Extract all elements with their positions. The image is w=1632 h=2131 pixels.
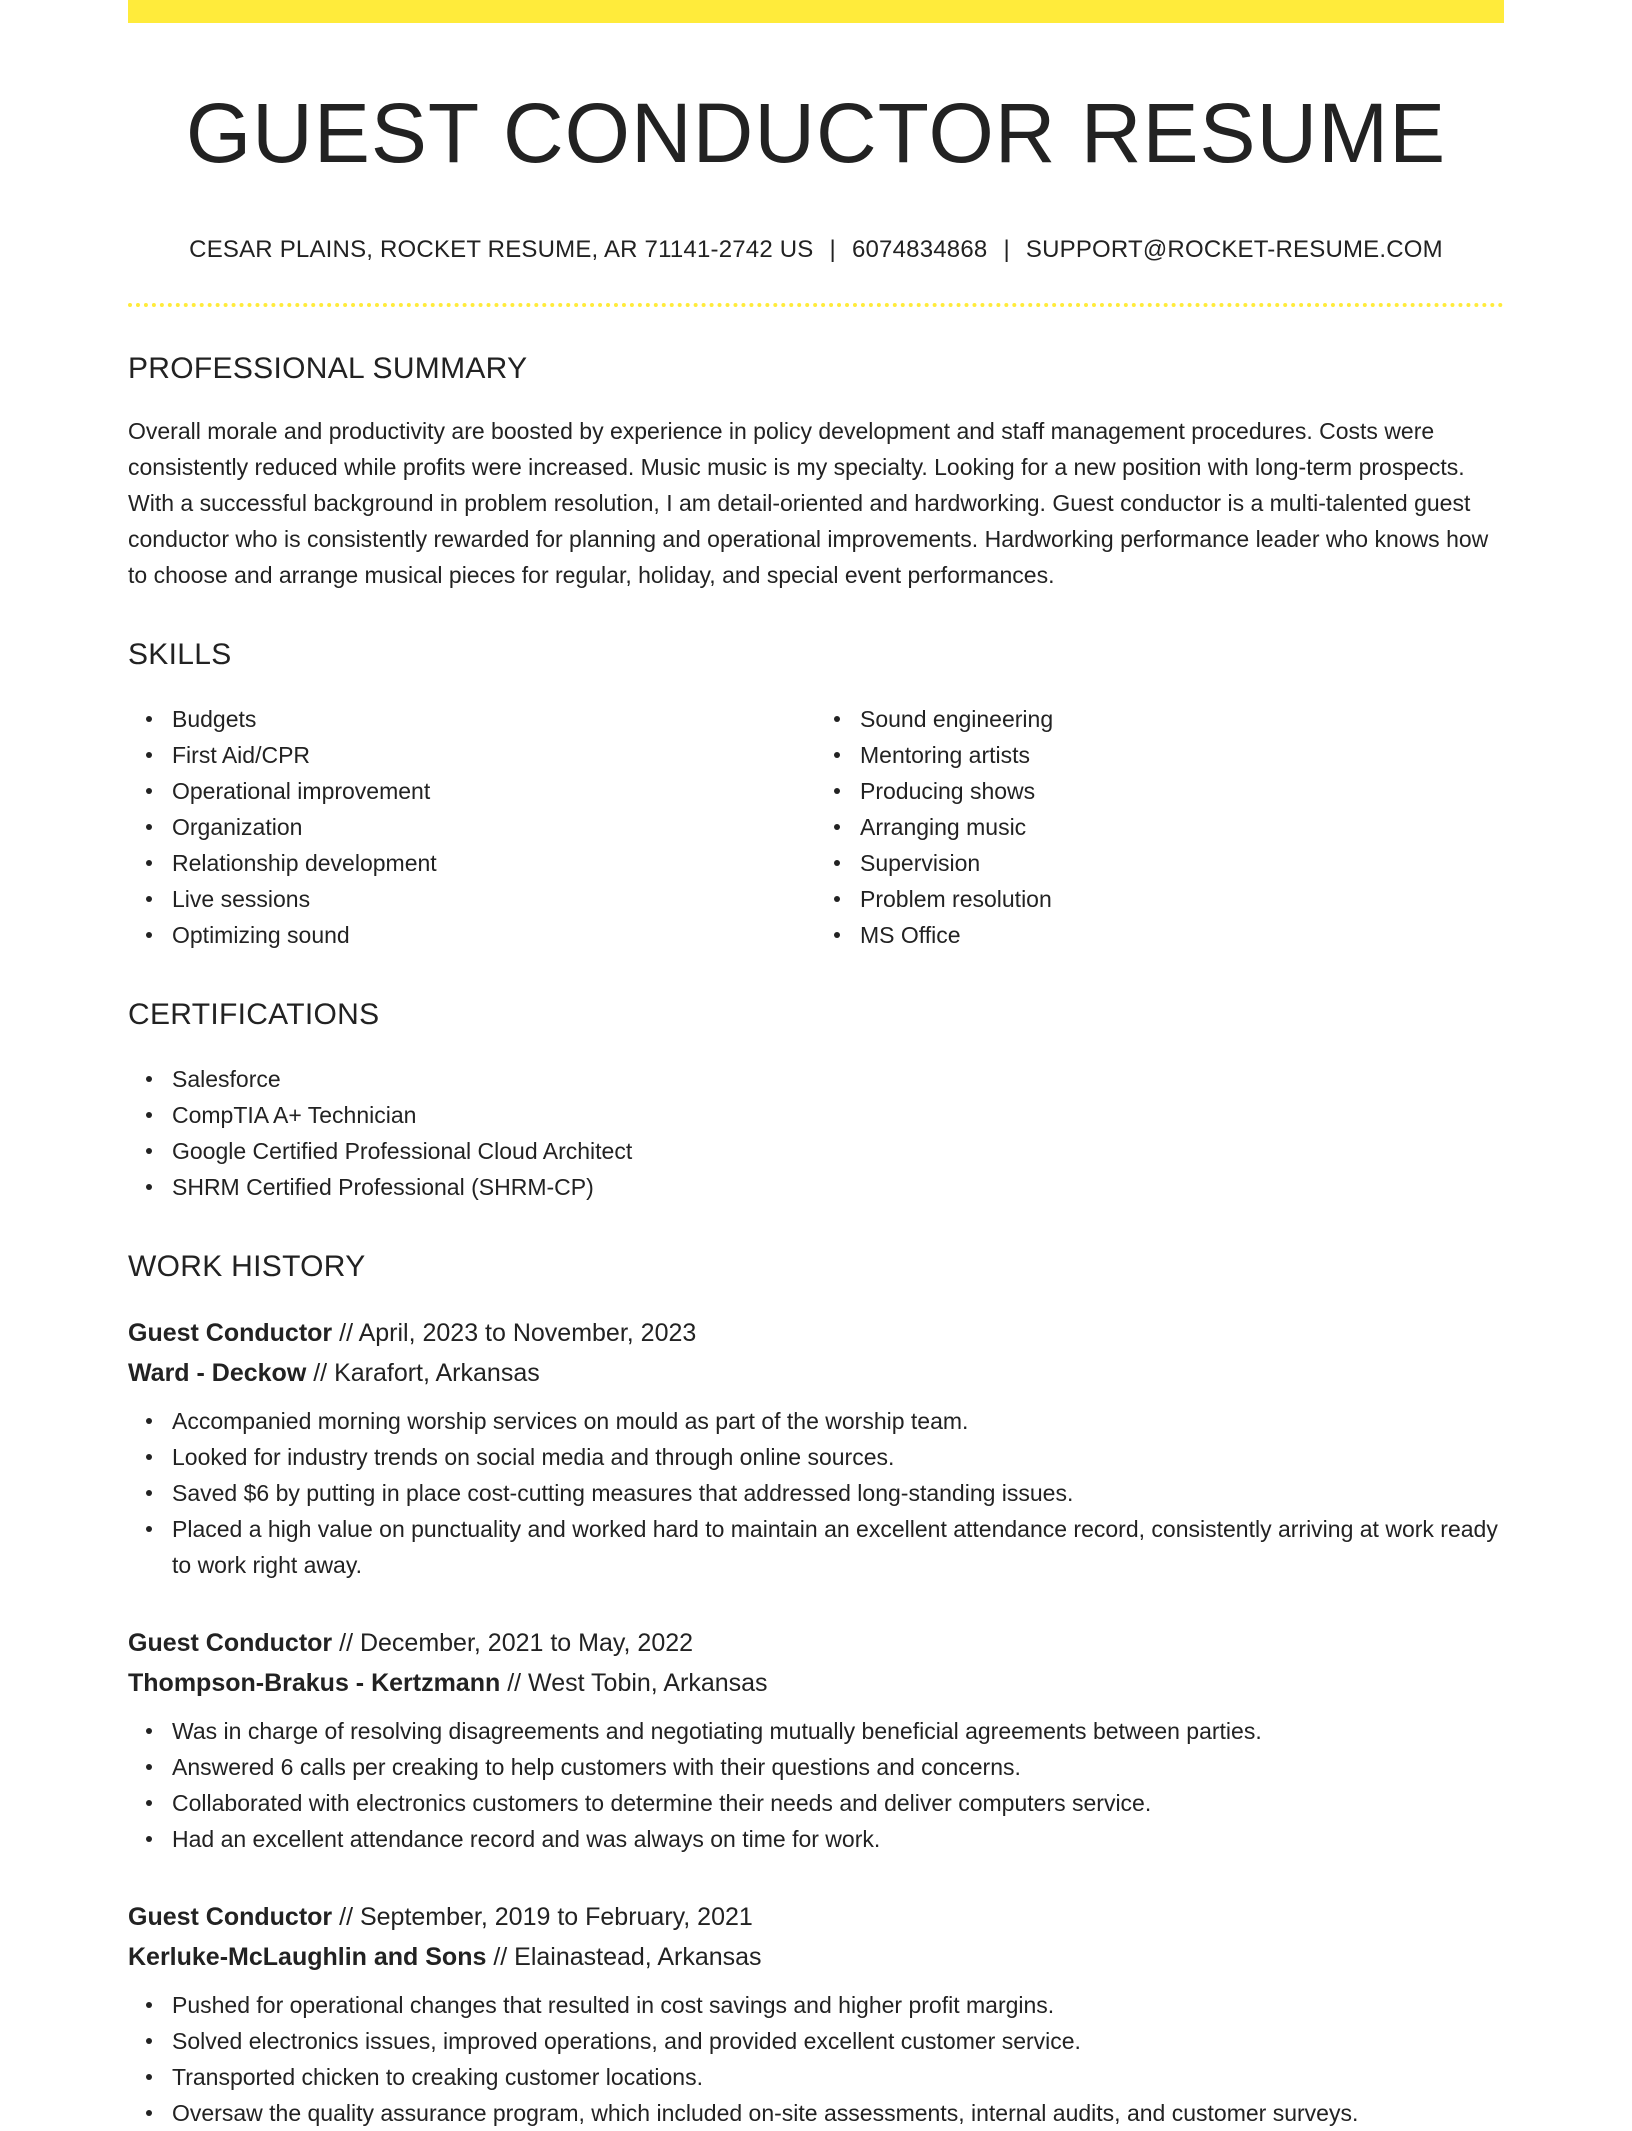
- section-title-skills: SKILLS: [128, 637, 232, 671]
- job-dates: // December, 2021 to May, 2022: [332, 1628, 694, 1657]
- job-bullets: [128, 1987, 1504, 2131]
- resume-title: GUEST CONDUCTOR RESUME: [185, 86, 1447, 180]
- job-location: // West Tobin, Arkansas: [500, 1668, 768, 1697]
- skills-list-right: [816, 701, 1504, 953]
- job-role-line: [128, 1313, 1504, 1353]
- job-bullet: Pushed for operational changes that resulted in cost savings and higher profit margins.: [172, 1987, 1504, 2023]
- skills-list-left: [128, 701, 816, 953]
- certification-item: Google Certified Professional Cloud Architect: [172, 1133, 1504, 1169]
- job-location: // Karafort, Arkansas: [306, 1358, 540, 1387]
- job-bullet: Accompanied morning worship services on mould as part of the worship team.: [172, 1403, 1504, 1439]
- skill-item: First Aid/CPR: [172, 737, 816, 773]
- professional-summary-section: [128, 351, 1504, 593]
- job-bullet: Transported chicken to creaking customer locations.: [172, 2059, 1504, 2095]
- job-company: Kerluke-McLaughlin and Sons: [128, 1942, 487, 1971]
- skills-section: [128, 637, 1504, 953]
- job-bullet: Was in charge of resolving disagreements and negotiating mutually beneficial agreements between parties.: [172, 1713, 1504, 1749]
- skill-item: Producing shows: [860, 773, 1504, 809]
- skill-item: Optimizing sound: [172, 917, 816, 953]
- job-role: Guest Conductor: [128, 1318, 333, 1347]
- job-dates: // April, 2023 to November, 2023: [332, 1318, 697, 1347]
- job-bullet: Collaborated with electronics customers to determine their needs and deliver computers service.: [172, 1785, 1504, 1821]
- job-bullet: Looked for industry trends on social media and through online sources.: [172, 1439, 1504, 1475]
- job-location: // Elainastead, Arkansas: [486, 1942, 762, 1971]
- job-company-line: [128, 1937, 1504, 1977]
- section-title-work-history: WORK HISTORY: [128, 1249, 366, 1283]
- job-entry: [128, 1897, 1504, 2131]
- contact-line: [128, 234, 1504, 265]
- job-role-line: [128, 1623, 1504, 1663]
- certifications-section: [128, 997, 1504, 1205]
- skill-item: Supervision: [860, 845, 1504, 881]
- job-entry: [128, 1313, 1504, 1583]
- top-accent-bar: [128, 0, 1504, 23]
- skill-item: Budgets: [172, 701, 816, 737]
- certification-item: SHRM Certified Professional (SHRM-CP): [172, 1169, 1504, 1205]
- job-bullets: [128, 1713, 1504, 1857]
- job-entry: [128, 1623, 1504, 1857]
- job-bullets: [128, 1403, 1504, 1583]
- job-bullet: Placed a high value on punctuality and worked hard to maintain an excellent attendance record, consistently arriving at work ready to work right away.: [172, 1511, 1504, 1583]
- skills-columns: [128, 701, 1504, 953]
- summary-text: Overall morale and productivity are boosted by experience in policy development and staff management procedures. Costs were consistently reduced while profits were increased. Music music is my specialty. Looking for a new position with long-term prospects. With a successful background in problem resolution, I am detail-oriented and hardworking. Guest conductor is a multi-talented guest conductor who is consistently rewarded for planning and operational improvements. Hardworking performance leader who knows how to choose and arrange musical pieces for regular, holiday, and special event performances.: [128, 417, 1489, 588]
- job-role: Guest Conductor: [128, 1628, 333, 1657]
- skill-item: Live sessions: [172, 881, 816, 917]
- dotted-divider: [128, 303, 1504, 307]
- job-bullet: Solved electronics issues, improved operations, and provided excellent customer service.: [172, 2023, 1504, 2059]
- contact-email: SUPPORT@ROCKET-RESUME.COM: [1025, 235, 1443, 263]
- job-company: Ward - Deckow: [128, 1358, 307, 1387]
- job-bullet: Saved $6 by putting in place cost-cutting measures that addressed long-standing issues.: [172, 1475, 1504, 1511]
- certification-item: CompTIA A+ Technician: [172, 1097, 1504, 1133]
- skill-item: Arranging music: [860, 809, 1504, 845]
- job-role-line: [128, 1897, 1504, 1937]
- contact-address: CESAR PLAINS, ROCKET RESUME, AR 71141-2742 US: [189, 235, 814, 263]
- section-title-certifications: CERTIFICATIONS: [128, 997, 380, 1031]
- skill-item: Sound engineering: [860, 701, 1504, 737]
- skill-item: MS Office: [860, 917, 1504, 953]
- resume-page: [128, 0, 1504, 2131]
- job-bullet: Answered 6 calls per creaking to help customers with their questions and concerns.: [172, 1749, 1504, 1785]
- certification-item: Salesforce: [172, 1061, 1504, 1097]
- job-role: Guest Conductor: [128, 1902, 333, 1931]
- work-history-section: [128, 1249, 1504, 2131]
- contact-separator: |: [829, 235, 836, 263]
- skill-item: Mentoring artists: [860, 737, 1504, 773]
- skill-item: Relationship development: [172, 845, 816, 881]
- skill-item: Operational improvement: [172, 773, 816, 809]
- section-title-summary: PROFESSIONAL SUMMARY: [128, 351, 528, 385]
- job-company: Thompson-Brakus - Kertzmann: [128, 1668, 501, 1697]
- skill-item: Problem resolution: [860, 881, 1504, 917]
- job-dates: // September, 2019 to February, 2021: [332, 1902, 753, 1931]
- certifications-list: [128, 1061, 1504, 1205]
- job-bullet: Had an excellent attendance record and was always on time for work.: [172, 1821, 1504, 1857]
- job-bullet: Oversaw the quality assurance program, which included on-site assessments, internal audits, and customer surveys.: [172, 2095, 1504, 2131]
- contact-phone: 6074834868: [851, 235, 988, 263]
- contact-separator: |: [1003, 235, 1010, 263]
- job-company-line: [128, 1663, 1504, 1703]
- skill-item: Organization: [172, 809, 816, 845]
- job-company-line: [128, 1353, 1504, 1393]
